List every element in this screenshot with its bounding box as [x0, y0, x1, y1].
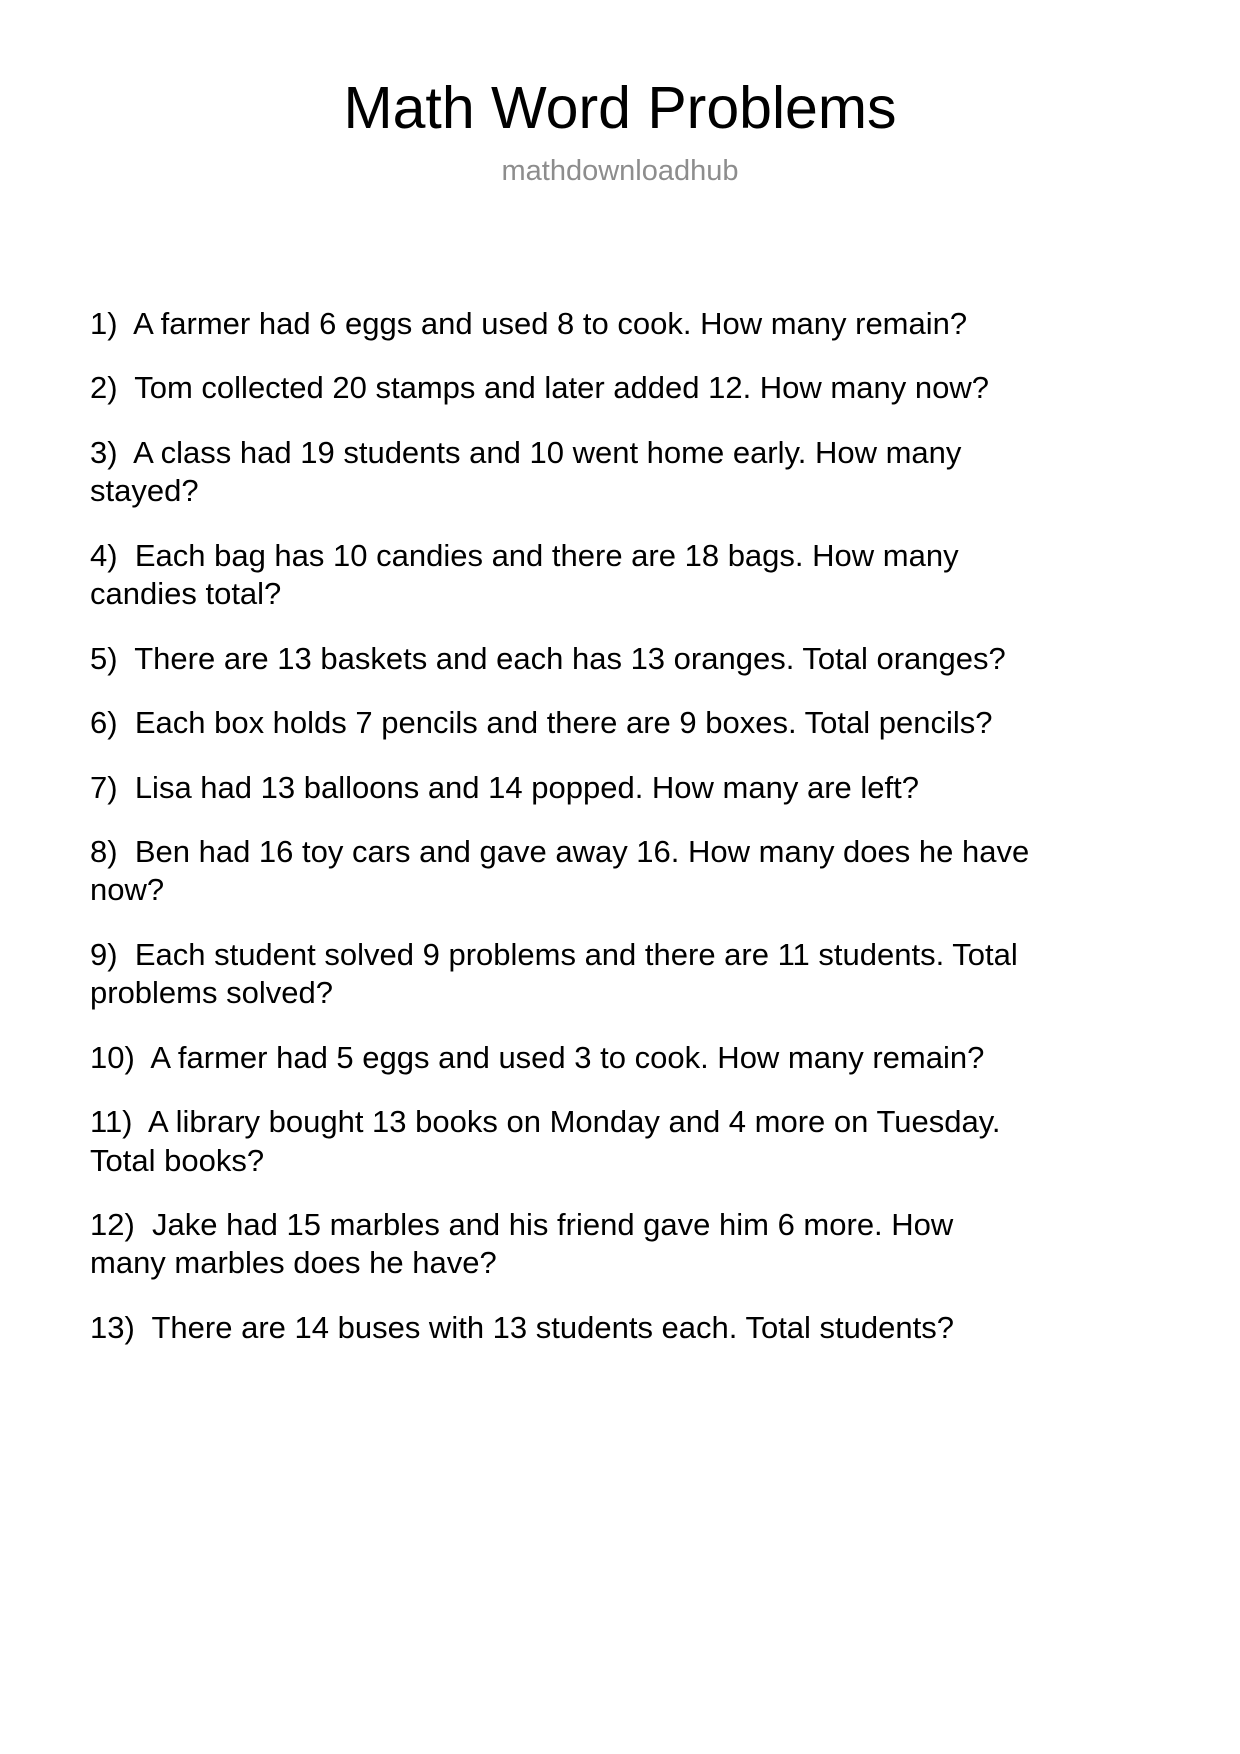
problem-text: Jake had 15 marbles and his friend gave him 6 more. How many marbles does he have?	[90, 1207, 954, 1281]
list-item	[90, 769, 1030, 807]
list-item	[90, 640, 1030, 678]
problem-text: Each student solved 9 problems and there are 11 students. Total problems solved?	[90, 936, 1018, 1011]
problem-number: 2)	[90, 370, 127, 406]
list-item	[90, 1206, 1030, 1283]
list-item	[90, 936, 1030, 1013]
problem-text: Tom collected 20 stamps and later added 12. How many now?	[134, 370, 989, 406]
problem-text: There are 14 buses with 13 students each. Total students?	[151, 1309, 954, 1345]
problem-text: A library bought 13 books on Monday and 4 more on Tuesday. Total books?	[90, 1104, 1001, 1178]
list-item	[90, 369, 1030, 407]
problem-text: A farmer had 6 eggs and used 8 to cook. How many remain?	[133, 306, 968, 341]
page-header	[0, 0, 1240, 188]
problem-number: 4)	[90, 537, 127, 573]
problem-number: 1)	[90, 306, 127, 341]
page-title: Math Word Problems	[343, 75, 897, 141]
problem-number: 3)	[90, 434, 127, 470]
list-item	[90, 305, 1030, 343]
problem-number: 10)	[90, 1039, 144, 1075]
problem-number: 9)	[90, 936, 127, 972]
problem-text: Each box holds 7 pencils and there are 9 boxes. Total pencils?	[134, 705, 993, 741]
list-item	[90, 833, 1030, 910]
problem-text: Ben had 16 toy cars and gave away 16. How many does he have now?	[90, 833, 1030, 908]
problem-list	[90, 305, 1030, 1373]
problem-text: A class had 19 students and 10 went home early. How many stayed?	[90, 434, 962, 509]
problem-number: 8)	[90, 833, 127, 869]
problem-number: 11)	[90, 1104, 142, 1140]
list-item	[90, 704, 1030, 742]
problem-text: Lisa had 13 balloons and 14 popped. How many are left?	[134, 769, 919, 805]
problem-number: 5)	[90, 640, 127, 676]
list-item	[90, 1039, 1030, 1077]
page-subtitle: mathdownloadhub	[501, 154, 739, 187]
list-item	[90, 1309, 1030, 1347]
problem-text: There are 13 baskets and each has 13 oranges. Total oranges?	[134, 640, 1006, 676]
list-item	[90, 434, 1030, 511]
problem-number: 13)	[90, 1309, 144, 1345]
problem-text: A farmer had 5 eggs and used 3 to cook. How many remain?	[150, 1039, 985, 1075]
problem-number: 6)	[90, 705, 127, 741]
problem-number: 12)	[90, 1207, 144, 1242]
problem-number: 7)	[90, 769, 127, 805]
list-item	[90, 537, 1030, 614]
problem-text: Each bag has 10 candies and there are 18 bags. How many candies total?	[90, 537, 959, 612]
list-item	[90, 1103, 1030, 1180]
